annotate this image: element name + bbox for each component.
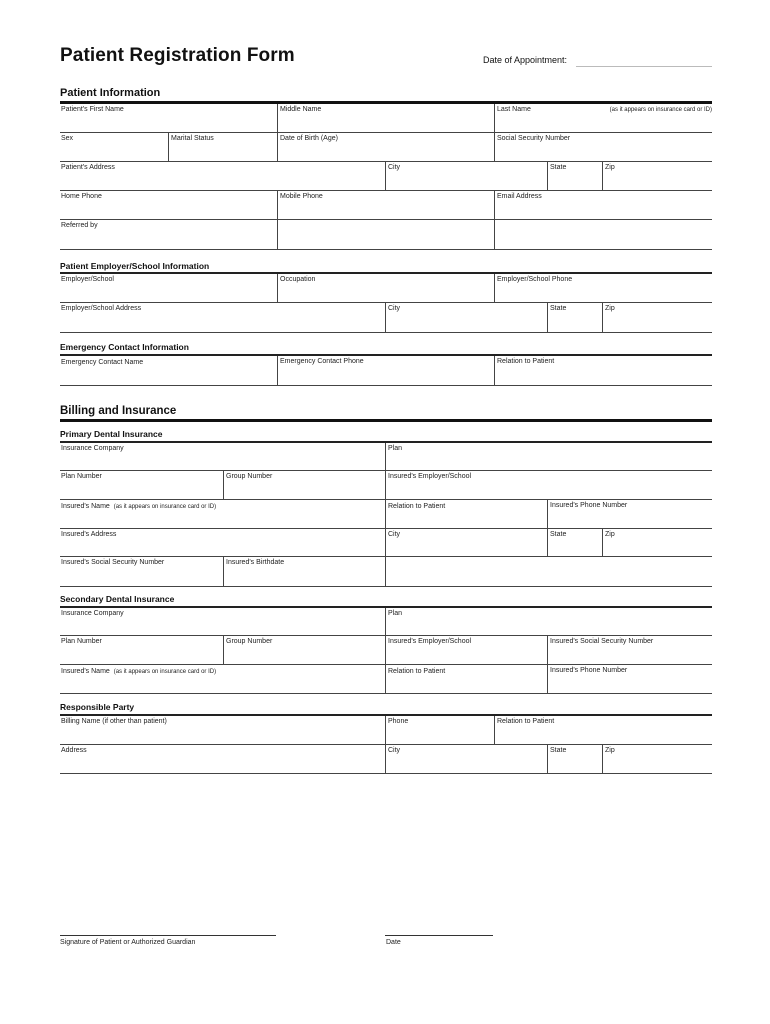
section-title-primary-insurance: Primary Dental Insurance bbox=[60, 429, 163, 439]
field-label: Last Name bbox=[497, 106, 531, 113]
insured-ssn-field[interactable] bbox=[60, 557, 223, 586]
field-label: Employer/School Phone bbox=[497, 276, 573, 283]
form-row bbox=[60, 500, 712, 529]
field-label: Date of Birth (Age) bbox=[280, 135, 338, 142]
first-name-field[interactable] bbox=[60, 104, 277, 132]
field-label: Insured's Address bbox=[61, 531, 117, 538]
field-label: Insured's Name bbox=[61, 503, 110, 510]
employer-field[interactable] bbox=[60, 274, 277, 302]
city-field[interactable] bbox=[385, 745, 547, 773]
insurance-company-field[interactable] bbox=[60, 608, 385, 635]
employer-address-field[interactable] bbox=[60, 303, 385, 332]
insured-birthdate-field[interactable] bbox=[223, 557, 385, 586]
form-row bbox=[60, 303, 712, 333]
plan-field[interactable] bbox=[385, 443, 712, 470]
emergency-phone-field[interactable] bbox=[277, 356, 494, 385]
field-label: Insured's Employer/School bbox=[388, 638, 472, 645]
field-label: Emergency Contact Name bbox=[61, 359, 144, 366]
insurance-company-field[interactable] bbox=[60, 443, 385, 470]
section-divider bbox=[60, 419, 712, 422]
field-note: (as it appears on insurance card or ID) bbox=[609, 107, 712, 113]
field-label: Address bbox=[61, 747, 87, 754]
group-number-field[interactable] bbox=[223, 636, 385, 664]
plan-field[interactable] bbox=[385, 608, 712, 635]
field-label: Emergency Contact Phone bbox=[280, 358, 364, 365]
phone-field[interactable] bbox=[385, 716, 494, 744]
field-label: Zip bbox=[605, 305, 615, 312]
field-label: Insurance Company bbox=[61, 445, 124, 452]
relation-field[interactable] bbox=[385, 500, 547, 528]
zip-field[interactable] bbox=[602, 745, 712, 773]
zip-field[interactable] bbox=[602, 529, 712, 556]
field-label: Patient's First Name bbox=[61, 106, 124, 113]
form-row bbox=[60, 557, 712, 587]
field-label: Zip bbox=[605, 531, 615, 538]
appointment-date-field[interactable] bbox=[576, 66, 712, 67]
group-number-field[interactable] bbox=[223, 471, 385, 499]
field-label: Relation to Patient bbox=[497, 358, 555, 365]
field-label: Employer/School bbox=[61, 276, 114, 283]
field-label: Referred by bbox=[61, 222, 98, 229]
signature-field[interactable] bbox=[60, 935, 276, 936]
section-title-emergency: Emergency Contact Information bbox=[60, 342, 189, 352]
field-label: Insured's Phone Number bbox=[550, 502, 628, 509]
relation-field[interactable] bbox=[385, 665, 547, 693]
dob-field[interactable] bbox=[277, 133, 494, 161]
city-field[interactable] bbox=[385, 162, 547, 190]
field-label: Group Number bbox=[226, 638, 273, 645]
date-field[interactable] bbox=[385, 935, 493, 936]
field-label: State bbox=[550, 305, 567, 312]
address-field[interactable] bbox=[60, 745, 385, 773]
field-label: City bbox=[388, 531, 401, 538]
field-label: Zip bbox=[605, 164, 615, 171]
email-field[interactable] bbox=[494, 191, 712, 219]
insured-employer-field[interactable] bbox=[385, 471, 712, 499]
field-note: (as it appears on insurance card or ID) bbox=[113, 504, 217, 510]
mobile-phone-field[interactable] bbox=[277, 191, 494, 219]
city-field[interactable] bbox=[385, 303, 547, 332]
marital-status-field[interactable] bbox=[168, 133, 277, 161]
field-label: Sex bbox=[61, 135, 74, 142]
field-label: Zip bbox=[605, 747, 615, 754]
state-field[interactable] bbox=[547, 745, 602, 773]
field-label: Insured's Social Security Number bbox=[61, 559, 165, 566]
field-label: Insured's Phone Number bbox=[550, 667, 628, 674]
field-label: Patient's Address bbox=[61, 164, 115, 171]
signature-label: Signature of Patient or Authorized Guardian bbox=[60, 939, 196, 946]
date-label: Date bbox=[386, 939, 401, 946]
form-row bbox=[60, 104, 712, 133]
insured-employer-field[interactable] bbox=[385, 636, 547, 664]
field-label: Relation to Patient bbox=[388, 503, 446, 510]
field-label: Middle Name bbox=[280, 106, 322, 113]
field-label: Insured's Birthdate bbox=[226, 559, 285, 566]
field-label: Insured's Name bbox=[61, 668, 110, 675]
referred-by-field-extra[interactable] bbox=[277, 220, 494, 249]
field-label: State bbox=[550, 747, 567, 754]
ssn-field[interactable] bbox=[494, 133, 712, 161]
field-label: Employer/School Address bbox=[61, 305, 142, 312]
emergency-relation-field[interactable] bbox=[494, 356, 712, 385]
form-row bbox=[60, 220, 712, 250]
form-row bbox=[60, 356, 712, 386]
relation-field[interactable] bbox=[494, 716, 712, 744]
city-field[interactable] bbox=[385, 529, 547, 556]
field-label: City bbox=[388, 305, 401, 312]
field-label: Insured's Social Security Number bbox=[550, 638, 654, 645]
field-label: Plan bbox=[388, 610, 403, 617]
field-label: Social Security Number bbox=[497, 135, 571, 142]
field-label: Group Number bbox=[226, 473, 273, 480]
form-row bbox=[60, 471, 712, 500]
field-label: Plan Number bbox=[61, 473, 102, 480]
field-label: State bbox=[550, 164, 567, 171]
form-row bbox=[60, 529, 712, 557]
section-title-responsible-party: Responsible Party bbox=[60, 702, 135, 712]
insured-phone-field[interactable] bbox=[547, 500, 712, 528]
field-label: Mobile Phone bbox=[280, 193, 323, 200]
field-label: Insurance Company bbox=[61, 610, 124, 617]
section-title-secondary-insurance: Secondary Dental Insurance bbox=[60, 594, 175, 604]
field-label: Home Phone bbox=[61, 193, 102, 200]
field-label: City bbox=[388, 747, 401, 754]
form-row bbox=[60, 162, 712, 191]
employer-phone-field[interactable] bbox=[494, 274, 712, 302]
section-title-billing: Billing and Insurance bbox=[60, 405, 177, 417]
blank-field[interactable] bbox=[385, 557, 712, 586]
field-note: (as it appears on insurance card or ID) bbox=[113, 669, 217, 675]
form-row bbox=[60, 636, 712, 665]
occupation-field[interactable] bbox=[277, 274, 494, 302]
middle-name-field[interactable] bbox=[277, 104, 494, 132]
form-row bbox=[60, 745, 712, 774]
form-row bbox=[60, 274, 712, 303]
field-label: Billing Name (if other than patient) bbox=[61, 718, 167, 725]
insured-name-field[interactable] bbox=[60, 500, 385, 528]
zip-field[interactable] bbox=[602, 162, 712, 190]
state-field[interactable] bbox=[547, 529, 602, 556]
sex-field[interactable] bbox=[60, 133, 169, 161]
form-row bbox=[60, 133, 712, 162]
field-label: Plan bbox=[388, 445, 403, 452]
plan-number-field[interactable] bbox=[60, 471, 223, 499]
field-label: Insured's Employer/School bbox=[388, 473, 472, 480]
field-label: Marital Status bbox=[171, 135, 214, 142]
referred-by-field-extra[interactable] bbox=[494, 220, 712, 249]
form-row bbox=[60, 608, 712, 636]
section-title-employer: Patient Employer/School Information bbox=[60, 261, 210, 271]
state-field[interactable] bbox=[547, 303, 602, 332]
home-phone-field[interactable] bbox=[60, 191, 277, 219]
emergency-name-field[interactable] bbox=[60, 356, 277, 385]
form-row bbox=[60, 191, 712, 220]
last-name-field[interactable] bbox=[494, 104, 712, 132]
field-label: City bbox=[388, 164, 401, 171]
page-title: Patient Registration Form bbox=[60, 45, 295, 66]
field-label: Phone bbox=[388, 718, 409, 725]
insured-ssn-field[interactable] bbox=[547, 636, 712, 664]
referred-by-field[interactable] bbox=[60, 220, 277, 249]
section-title-patient-information: Patient Information bbox=[60, 87, 161, 99]
billing-name-field[interactable] bbox=[60, 716, 385, 744]
zip-field[interactable] bbox=[602, 303, 712, 332]
form-row bbox=[60, 665, 712, 694]
form-row bbox=[60, 443, 712, 471]
field-label: Relation to Patient bbox=[388, 668, 446, 675]
field-label: Email Address bbox=[497, 193, 542, 200]
insured-phone-field[interactable] bbox=[547, 665, 712, 693]
state-field[interactable] bbox=[547, 162, 602, 190]
appointment-date-label: Date of Appointment: bbox=[483, 55, 568, 65]
patient-address-field[interactable] bbox=[60, 162, 385, 190]
plan-number-field[interactable] bbox=[60, 636, 223, 664]
insured-address-field[interactable] bbox=[60, 529, 385, 556]
insured-name-field[interactable] bbox=[60, 665, 385, 693]
field-label: Occupation bbox=[280, 276, 316, 283]
field-label: State bbox=[550, 531, 567, 538]
field-label: Relation to Patient bbox=[497, 718, 555, 725]
form-row bbox=[60, 716, 712, 745]
field-label: Plan Number bbox=[61, 638, 102, 645]
